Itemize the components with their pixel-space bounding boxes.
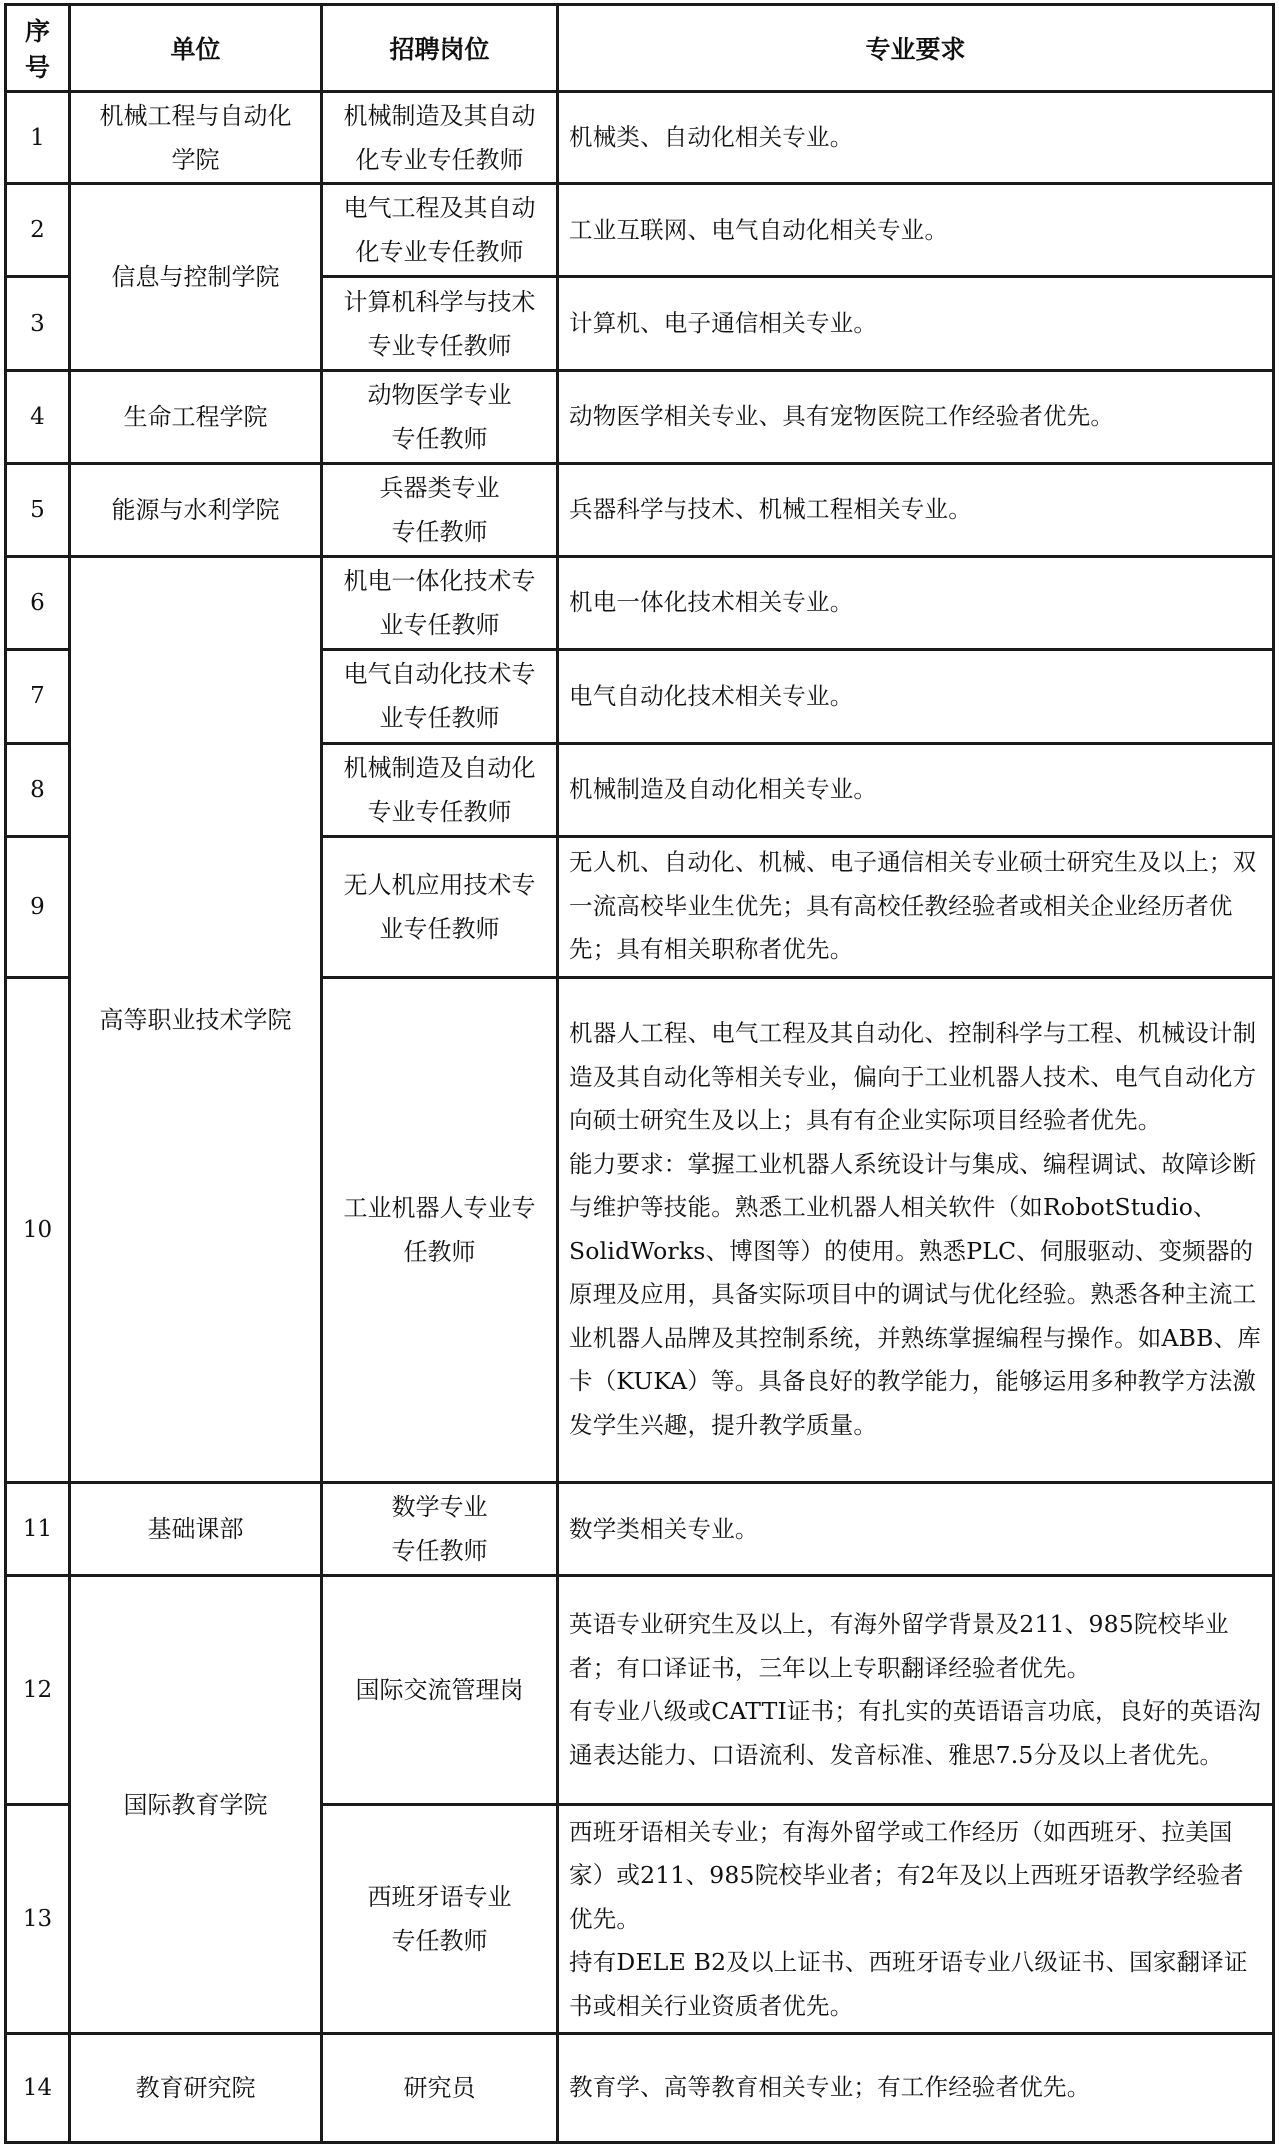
requirement-cell bbox=[558, 650, 1274, 743]
header-position-label: 招聘岗位 bbox=[389, 35, 490, 64]
position-cell bbox=[322, 557, 558, 650]
unit-cell bbox=[70, 1483, 322, 1576]
table-row bbox=[6, 92, 1274, 184]
position-name: 研究员 bbox=[403, 2074, 476, 2103]
unit-cell bbox=[70, 1576, 322, 2034]
requirement-cell bbox=[558, 1576, 1274, 1805]
unit-cell bbox=[70, 184, 322, 370]
position-name: 国际交流管理岗 bbox=[355, 1676, 524, 1705]
requirement-text: 机电一体化技术相关专业。 bbox=[569, 588, 854, 617]
requirement-cell bbox=[558, 370, 1274, 463]
unit-name: 能源与水利学院 bbox=[111, 495, 280, 524]
requirement-cell bbox=[558, 92, 1274, 184]
unit-cell bbox=[70, 92, 322, 184]
position-cell bbox=[322, 92, 558, 184]
requirement-text: 无人机、自动化、机械、电子通信相关专业硕士研究生及以上；双一流高校毕业生优先；具有高校任教经验者或相关企业经历者优先；具有相关职称者优先。 bbox=[569, 848, 1257, 964]
position-cell bbox=[322, 463, 558, 556]
table-row bbox=[6, 370, 1274, 463]
unit-cell bbox=[70, 557, 322, 1483]
row-number: 1 bbox=[6, 92, 70, 184]
requirement-text: 工业互联网、电气自动化相关专业。 bbox=[569, 215, 949, 244]
position-cell bbox=[322, 184, 558, 277]
unit-cell bbox=[70, 2034, 322, 2143]
row-number: 11 bbox=[6, 1483, 70, 1576]
requirement-text: 教育学、高等教育相关专业；有工作经验者优先。 bbox=[569, 2073, 1091, 2102]
requirement-text: 电气自动化技术相关专业。 bbox=[569, 681, 854, 710]
row-number: 7 bbox=[6, 650, 70, 743]
requirement-text: 英语专业研究生及以上，有海外留学背景及211、985院校毕业者；有口译证书，三年以上专职翻译经验者优先。 bbox=[569, 1610, 1229, 1682]
row-number: 9 bbox=[6, 836, 70, 977]
position-name: 机电一体化技术专 业专任教师 bbox=[343, 567, 536, 640]
row-number: 12 bbox=[6, 1576, 70, 1805]
requirement-text: 机器人工程、电气工程及其自动化、控制科学与工程、机械设计制造及其自动化等相关专业，偏向于工业机器人技术、电气自动化方向硕士研究生及以上；具有有企业实际项目经验者优先。 bbox=[569, 1019, 1257, 1135]
requirement-text: 持有DELE B2及以上证书、西班牙语专业八级证书、国家翻译证书或相关行业资质者优先。 bbox=[569, 1948, 1248, 2020]
requirement-cell bbox=[558, 557, 1274, 650]
requirement-text: 动物医学相关专业、具有宠物医院工作经验者优先。 bbox=[569, 402, 1115, 430]
table-row bbox=[6, 184, 1274, 277]
row-number: 2 bbox=[6, 184, 70, 277]
position-cell bbox=[322, 2034, 558, 2143]
requirement-cell bbox=[558, 1805, 1274, 2034]
position-cell bbox=[322, 836, 558, 977]
position-cell bbox=[322, 1483, 558, 1576]
row-number: 4 bbox=[6, 370, 70, 463]
position-cell bbox=[322, 277, 558, 370]
header-requirement bbox=[558, 5, 1274, 92]
header-unit bbox=[70, 5, 322, 92]
row-number: 5 bbox=[6, 463, 70, 556]
position-name: 兵器类专业 专任教师 bbox=[379, 473, 500, 546]
header-seq bbox=[6, 5, 70, 92]
requirement-text: 机械类、自动化相关专业。 bbox=[569, 122, 854, 151]
position-cell bbox=[322, 743, 558, 836]
requirement-cell bbox=[558, 2034, 1274, 2143]
requirement-cell bbox=[558, 277, 1274, 370]
row-number: 8 bbox=[6, 743, 70, 836]
requirement-text: 有专业八级或CATTI证书；有扎实的英语语言功底，良好的英语沟通表达能力、口语流利、发音标准、雅思7.5分及以上者优先。 bbox=[569, 1697, 1261, 1769]
requirement-cell bbox=[558, 184, 1274, 277]
row-number: 13 bbox=[6, 1805, 70, 2034]
position-cell bbox=[322, 1576, 558, 1805]
requirement-cell bbox=[558, 977, 1274, 1483]
table-row bbox=[6, 1483, 1274, 1576]
table-row bbox=[6, 557, 1274, 650]
row-number: 14 bbox=[6, 2034, 70, 2143]
position-name: 机械制造及自动化 专业专任教师 bbox=[343, 753, 536, 826]
table-row bbox=[6, 2034, 1274, 2143]
requirement-text: 机械制造及自动化相关专业。 bbox=[569, 774, 878, 803]
requirement-text: 能力要求：掌握工业机器人系统设计与集成、编程调试、故障诊断与维护等技能。熟悉工业机器人相关软件（如RobotStudio、SolidWorks、博图等）的使用。熟悉PLC、伺服驱动、变频器的原理及应用，具备实际项目中的调试与优化经验。熟悉各种主流工业机器人品牌及其控制系统，并熟练掌握编程与操作。如ABB、库卡（KUKA）等。具备良好的教学能力，能够运用多种教学方法激发学生兴趣，提升教学质量。 bbox=[569, 1149, 1262, 1439]
position-name: 机械制造及其自动 化专业专任教师 bbox=[343, 101, 536, 174]
unit-name: 国际教育学院 bbox=[123, 1790, 268, 1819]
requirement-cell bbox=[558, 1483, 1274, 1576]
unit-name: 信息与控制学院 bbox=[111, 262, 280, 291]
unit-cell bbox=[70, 463, 322, 556]
requirement-text: 兵器科学与技术、机械工程相关专业。 bbox=[569, 495, 972, 524]
requirement-cell bbox=[558, 743, 1274, 836]
position-cell bbox=[322, 1805, 558, 2034]
header-unit-label: 单位 bbox=[170, 35, 221, 64]
requirement-cell bbox=[558, 463, 1274, 556]
requirement-text: 计算机、电子通信相关专业。 bbox=[569, 308, 878, 337]
header-seq-label: 序 号 bbox=[24, 17, 50, 82]
unit-name: 教育研究院 bbox=[135, 2074, 256, 2103]
unit-name: 高等职业技术学院 bbox=[99, 1005, 292, 1034]
position-name: 西班牙语专业 专任教师 bbox=[367, 1883, 512, 1956]
requirement-cell bbox=[558, 836, 1274, 977]
table-row bbox=[6, 1576, 1274, 1805]
position-name: 工业机器人专业专 任教师 bbox=[343, 1193, 536, 1266]
recruitment-table bbox=[4, 3, 1275, 2144]
unit-name: 基础课部 bbox=[147, 1515, 244, 1544]
unit-cell bbox=[70, 370, 322, 463]
position-name: 动物医学专业 专任教师 bbox=[367, 380, 512, 453]
row-number: 6 bbox=[6, 557, 70, 650]
position-name: 计算机科学与技术 专业专任教师 bbox=[343, 287, 536, 360]
requirement-text: 西班牙语相关专业；有海外留学或工作经历（如西班牙、拉美国家）或211、985院校毕业者；有2年及以上西班牙语教学经验者优先。 bbox=[569, 1817, 1244, 1933]
header-row bbox=[6, 5, 1274, 92]
table-row bbox=[6, 463, 1274, 556]
header-requirement-label: 专业要求 bbox=[865, 35, 966, 64]
row-number: 10 bbox=[6, 977, 70, 1483]
position-name: 电气自动化技术专 业专任教师 bbox=[343, 660, 536, 733]
position-cell bbox=[322, 650, 558, 743]
position-name: 无人机应用技术专 业专任教师 bbox=[343, 870, 536, 943]
position-name: 数学专业 专任教师 bbox=[391, 1493, 488, 1566]
position-cell bbox=[322, 370, 558, 463]
row-number: 3 bbox=[6, 277, 70, 370]
requirement-text: 数学类相关专业。 bbox=[569, 1514, 759, 1543]
unit-name: 机械工程与自动化 学院 bbox=[99, 101, 292, 174]
position-name: 电气工程及其自动 化专业专任教师 bbox=[343, 194, 536, 267]
header-position bbox=[322, 5, 558, 92]
unit-name: 生命工程学院 bbox=[123, 402, 268, 431]
position-cell bbox=[322, 977, 558, 1483]
